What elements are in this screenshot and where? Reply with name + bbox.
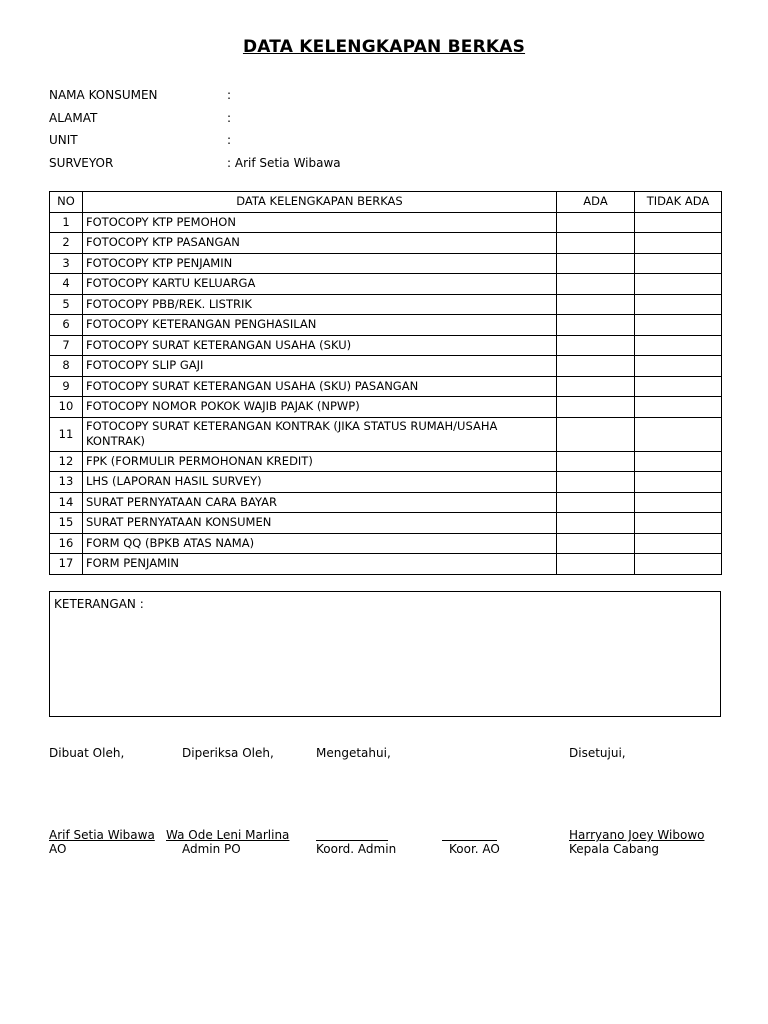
consumer-info <box>49 86 427 176</box>
sig-line-koor-ao <box>442 840 497 841</box>
info-value: : <box>227 133 232 147</box>
table-row <box>50 274 722 295</box>
row-item: LHS (LAPORAN HASIL SURVEY) <box>83 472 557 493</box>
row-number: 4 <box>50 274 83 295</box>
checkbox-ada[interactable] <box>557 492 635 513</box>
checkbox-tidak-ada[interactable] <box>635 492 722 513</box>
checkbox-ada[interactable] <box>557 513 635 534</box>
checkbox-ada[interactable] <box>557 397 635 418</box>
row-item: FOTOCOPY KARTU KELUARGA <box>83 274 557 295</box>
document-title: DATA KELENGKAPAN BERKAS <box>242 37 526 57</box>
row-item: FOTOCOPY KETERANGAN PENGHASILAN <box>83 315 557 336</box>
checkbox-ada[interactable] <box>557 294 635 315</box>
table-row <box>50 533 722 554</box>
row-item: SURAT PERNYATAAN KONSUMEN <box>83 513 557 534</box>
sig-role-ao: AO <box>49 842 67 856</box>
row-item: FOTOCOPY SLIP GAJI <box>83 356 557 377</box>
row-number: 12 <box>50 451 83 472</box>
info-label: NAMA KONSUMEN <box>49 88 158 102</box>
row-item: SURAT PERNYATAAN CARA BAYAR <box>83 492 557 513</box>
info-row-nama <box>49 86 427 109</box>
info-value: : <box>227 110 232 125</box>
info-label: ALAMAT <box>49 110 98 125</box>
sig-name-admin-po: Wa Ode Leni Marlina <box>166 828 290 842</box>
info-label: SURVEYOR <box>49 155 114 170</box>
info-value: : Arif Setia Wibawa <box>227 155 341 170</box>
notes-label: KETERANGAN : <box>54 597 144 611</box>
checkbox-tidak-ada[interactable] <box>635 315 722 336</box>
row-item: FPK (FORMULIR PERMOHONAN KREDIT) <box>83 451 557 472</box>
row-number: 7 <box>50 335 83 356</box>
checkbox-tidak-ada[interactable] <box>635 233 722 254</box>
checkbox-tidak-ada[interactable] <box>635 451 722 472</box>
sig-role-kepala-cabang: Kepala Cabang <box>569 842 660 856</box>
table-row <box>50 356 722 377</box>
header-no: NO <box>50 192 83 213</box>
table-row <box>50 397 722 418</box>
header-tidak-ada: TIDAK ADA <box>635 192 722 213</box>
checkbox-ada[interactable] <box>557 533 635 554</box>
row-item: FOTOCOPY SURAT KETERANGAN KONTRAK (JIKA STATUS RUMAH/USAHA KONTRAK) <box>83 417 557 451</box>
table-row <box>50 451 722 472</box>
checkbox-tidak-ada[interactable] <box>635 212 722 233</box>
header-item: DATA KELENGKAPAN BERKAS <box>83 192 557 213</box>
table-row <box>50 492 722 513</box>
checkbox-tidak-ada[interactable] <box>635 417 722 451</box>
checkbox-ada[interactable] <box>557 356 635 377</box>
table-row <box>50 335 722 356</box>
sig-header-dibuat: Dibuat Oleh, <box>49 746 125 760</box>
checkbox-ada[interactable] <box>557 472 635 493</box>
checkbox-ada[interactable] <box>557 554 635 575</box>
sig-role-koor-ao: Koor. AO <box>449 842 500 856</box>
table-row <box>50 294 722 315</box>
row-number: 14 <box>50 492 83 513</box>
header-ada: ADA <box>557 192 635 213</box>
table-row <box>50 376 722 397</box>
row-number: 9 <box>50 376 83 397</box>
table-row <box>50 253 722 274</box>
checkbox-ada[interactable] <box>557 335 635 356</box>
checkbox-ada[interactable] <box>557 212 635 233</box>
sig-line-koord-admin <box>316 840 388 841</box>
row-item: FORM QQ (BPKB ATAS NAMA) <box>83 533 557 554</box>
checkbox-tidak-ada[interactable] <box>635 294 722 315</box>
table-row <box>50 233 722 254</box>
table-row <box>50 472 722 493</box>
row-number: 17 <box>50 554 83 575</box>
row-item: FOTOCOPY NOMOR POKOK WAJIB PAJAK (NPWP) <box>83 397 557 418</box>
row-item: FOTOCOPY PBB/REK. LISTRIK <box>83 294 557 315</box>
notes-box[interactable] <box>49 591 721 717</box>
info-value: : <box>227 88 232 102</box>
checkbox-tidak-ada[interactable] <box>635 397 722 418</box>
checkbox-tidak-ada[interactable] <box>635 356 722 377</box>
checkbox-tidak-ada[interactable] <box>635 335 722 356</box>
row-number: 6 <box>50 315 83 336</box>
checkbox-tidak-ada[interactable] <box>635 472 722 493</box>
row-number: 10 <box>50 397 83 418</box>
checkbox-tidak-ada[interactable] <box>635 274 722 295</box>
checkbox-ada[interactable] <box>557 376 635 397</box>
row-number: 13 <box>50 472 83 493</box>
row-item: FOTOCOPY KTP PENJAMIN <box>83 253 557 274</box>
checkbox-ada[interactable] <box>557 233 635 254</box>
row-number: 3 <box>50 253 83 274</box>
info-row-surveyor <box>49 154 427 177</box>
checkbox-tidak-ada[interactable] <box>635 513 722 534</box>
checkbox-ada[interactable] <box>557 315 635 336</box>
sig-role-koord-admin: Koord. Admin <box>316 842 397 856</box>
row-number: 16 <box>50 533 83 554</box>
row-number: 11 <box>50 417 83 451</box>
row-item: FOTOCOPY KTP PEMOHON <box>83 212 557 233</box>
table-row <box>50 417 722 451</box>
row-number: 1 <box>50 212 83 233</box>
checkbox-ada[interactable] <box>557 274 635 295</box>
sig-role-admin-po: Admin PO <box>182 842 241 856</box>
sig-name-ao: Arif Setia Wibawa <box>49 828 155 842</box>
row-number: 5 <box>50 294 83 315</box>
checkbox-ada[interactable] <box>557 417 635 451</box>
checkbox-ada[interactable] <box>557 253 635 274</box>
info-label: UNIT <box>49 133 78 147</box>
table-row <box>50 212 722 233</box>
row-number: 15 <box>50 513 83 534</box>
row-item: FOTOCOPY SURAT KETERANGAN USAHA (SKU) PASANGAN <box>83 376 557 397</box>
row-item: FOTOCOPY SURAT KETERANGAN USAHA (SKU) <box>83 335 557 356</box>
row-number: 2 <box>50 233 83 254</box>
sig-header-mengetahui: Mengetahui, <box>316 746 391 760</box>
checkbox-tidak-ada[interactable] <box>635 253 722 274</box>
checkbox-tidak-ada[interactable] <box>635 376 722 397</box>
row-item: FORM PENJAMIN <box>83 554 557 575</box>
checkbox-tidak-ada[interactable] <box>635 554 722 575</box>
info-row-alamat <box>49 109 427 132</box>
checkbox-tidak-ada[interactable] <box>635 533 722 554</box>
sig-header-diperiksa: Diperiksa Oleh, <box>182 746 274 760</box>
checklist-table <box>49 191 722 575</box>
checkbox-ada[interactable] <box>557 451 635 472</box>
table-row <box>50 554 722 575</box>
table-row <box>50 315 722 336</box>
sig-name-kepala-cabang: Harryano Joey Wibowo <box>569 828 705 842</box>
row-number: 8 <box>50 356 83 377</box>
info-row-unit <box>49 131 427 154</box>
table-row <box>50 513 722 534</box>
table-header-row <box>50 192 722 213</box>
sig-header-disetujui: Disetujui, <box>569 746 626 760</box>
row-item: FOTOCOPY KTP PASANGAN <box>83 233 557 254</box>
